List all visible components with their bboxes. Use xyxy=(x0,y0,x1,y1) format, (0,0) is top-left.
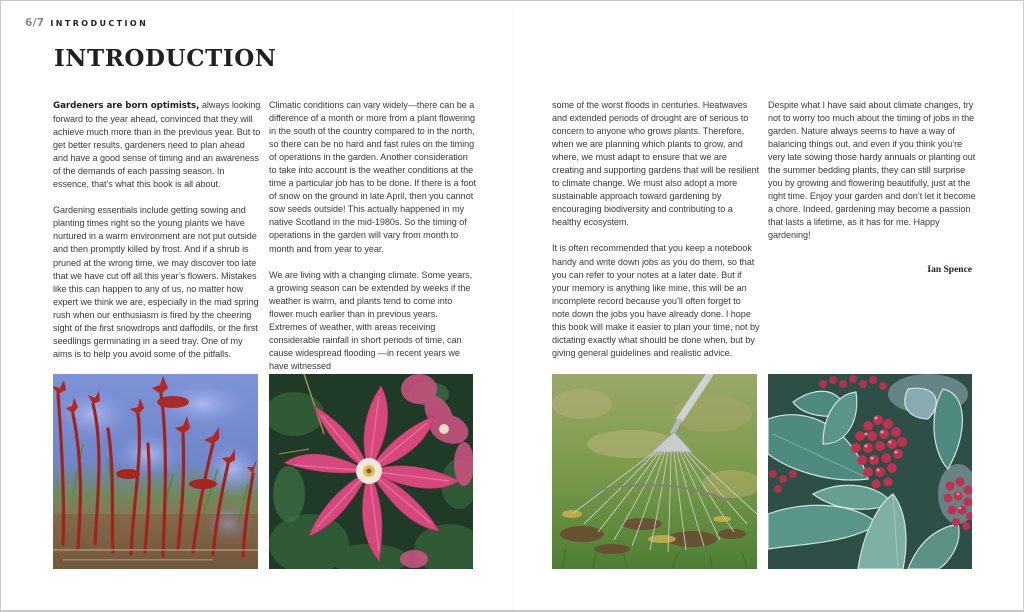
photo-frosted-skimmia xyxy=(768,374,972,569)
lawn-rake-image xyxy=(552,374,757,569)
paragraph: Gardening essentials include getting sowing and planting times right so the young plants we have nurtured in a warm environment are not put outside and then promptly killed by frost. And if a shrub is pruned at the wrong time, we may discover too late that we have cut off all this year’s flowers. Mistakes like this can happen to any of us, no matter how expert we think we are, especially in the mad spring rush when our enthusiasm is fired by the cheering sight of the first snowdrops and daffodils, or the first seedlings germinating in a seed tray. One of my aims is to help you avoid some of the pitfalls. xyxy=(53,205,259,359)
page-title: INTRODUCTION xyxy=(54,45,277,72)
text-column-4 xyxy=(768,99,976,243)
paragraph: We are living with a changing climate. Some years, a growing season can be extended by weeks if the weather is warm, and plants tend to come into flower much earlier than in previous years. Extremes of weather, with areas receiving considerable rainfall in short periods of time, can cause widespread flooding —in recent years we have witnessed xyxy=(269,269,473,371)
photo-peony-shoots xyxy=(53,374,258,569)
paragraph: It is often recommended that you keep a notebook handy and write down jobs as you do them, so that you can refer to your notes at a later date. But if your memory is anything like mine, this will be an incomplete record because you’ll often forget to note down the jobs you have already done. I hope this book will make it easier to plan your time, not by dictating exactly what should be done when, but by giving general guidelines and realistic advice. xyxy=(552,243,760,358)
text-column-3 xyxy=(552,99,760,360)
paragraph: Climatic conditions can vary widely—there can be a difference of a month or more from a plant flowering in the south of the country compared to in the north, so there can be no hard and fast rules on the timing of operations in the garden. Another consideration to take into account is the weather conditions at the time a particular job has to be done. If there is a foot of snow on the ground in late April, then you cannot sow seeds outside! This actually happened in my native Scotland in the mid-1980s. So the timing of operations in the garden will vary from month to month and from year to year. xyxy=(269,100,476,254)
frosted-skimmia-image xyxy=(768,374,972,569)
lead-in: Gardeners are born optimists, xyxy=(53,101,200,111)
peony-shoots-image xyxy=(53,374,258,569)
paragraph-text: always looking forward to the year ahead, convinced that they will achieve much more than in the previous year. But to get better results, gardeners need to plan ahead and have a good sense of timing and an awareness of the demands of each passing season. In essence, that’s what this book is all about. xyxy=(53,100,261,190)
book-gutter xyxy=(512,1,514,612)
text-column-2 xyxy=(269,99,477,373)
clematis-image xyxy=(269,374,473,569)
paragraph: some of the worst floods in centuries. Heatwaves and extended periods of drought are of serious to concern to anyone who grows plants. Therefore, when we are planning which plants to grow, and where, we must adapt to ensure that we are creating and supporting gardens that will be resilient to climate change. We must also adopt a more sustainable approach toward gardening by encouraging biodiversity and contributing to a healthy ecosystem. xyxy=(552,100,760,228)
running-section-title: INTRODUCTION xyxy=(50,19,149,28)
running-head xyxy=(25,17,148,31)
author-signature: Ian Spence xyxy=(927,265,972,275)
photo-lawn-rake xyxy=(552,374,757,569)
text-column-1 xyxy=(53,99,261,361)
paragraph xyxy=(53,99,261,191)
page-number: 6/7 xyxy=(25,17,45,29)
photo-clematis xyxy=(269,374,473,569)
paragraph: Despite what I have said about climate changes, try not to worry too much about the timing of jobs in the garden. Nature always seems to have a way of balancing things out, and even if you think you’re very late sowing those hardy annuals or planting out the summer bedding plants, they can still surprise you by growing and flowering beautifully, just at the right time. Enjoy your garden and don’t let it become a chore. Indeed, gardening may become a passion that lasts a lifetime, as it has for me. Happy gardening! xyxy=(768,100,976,241)
